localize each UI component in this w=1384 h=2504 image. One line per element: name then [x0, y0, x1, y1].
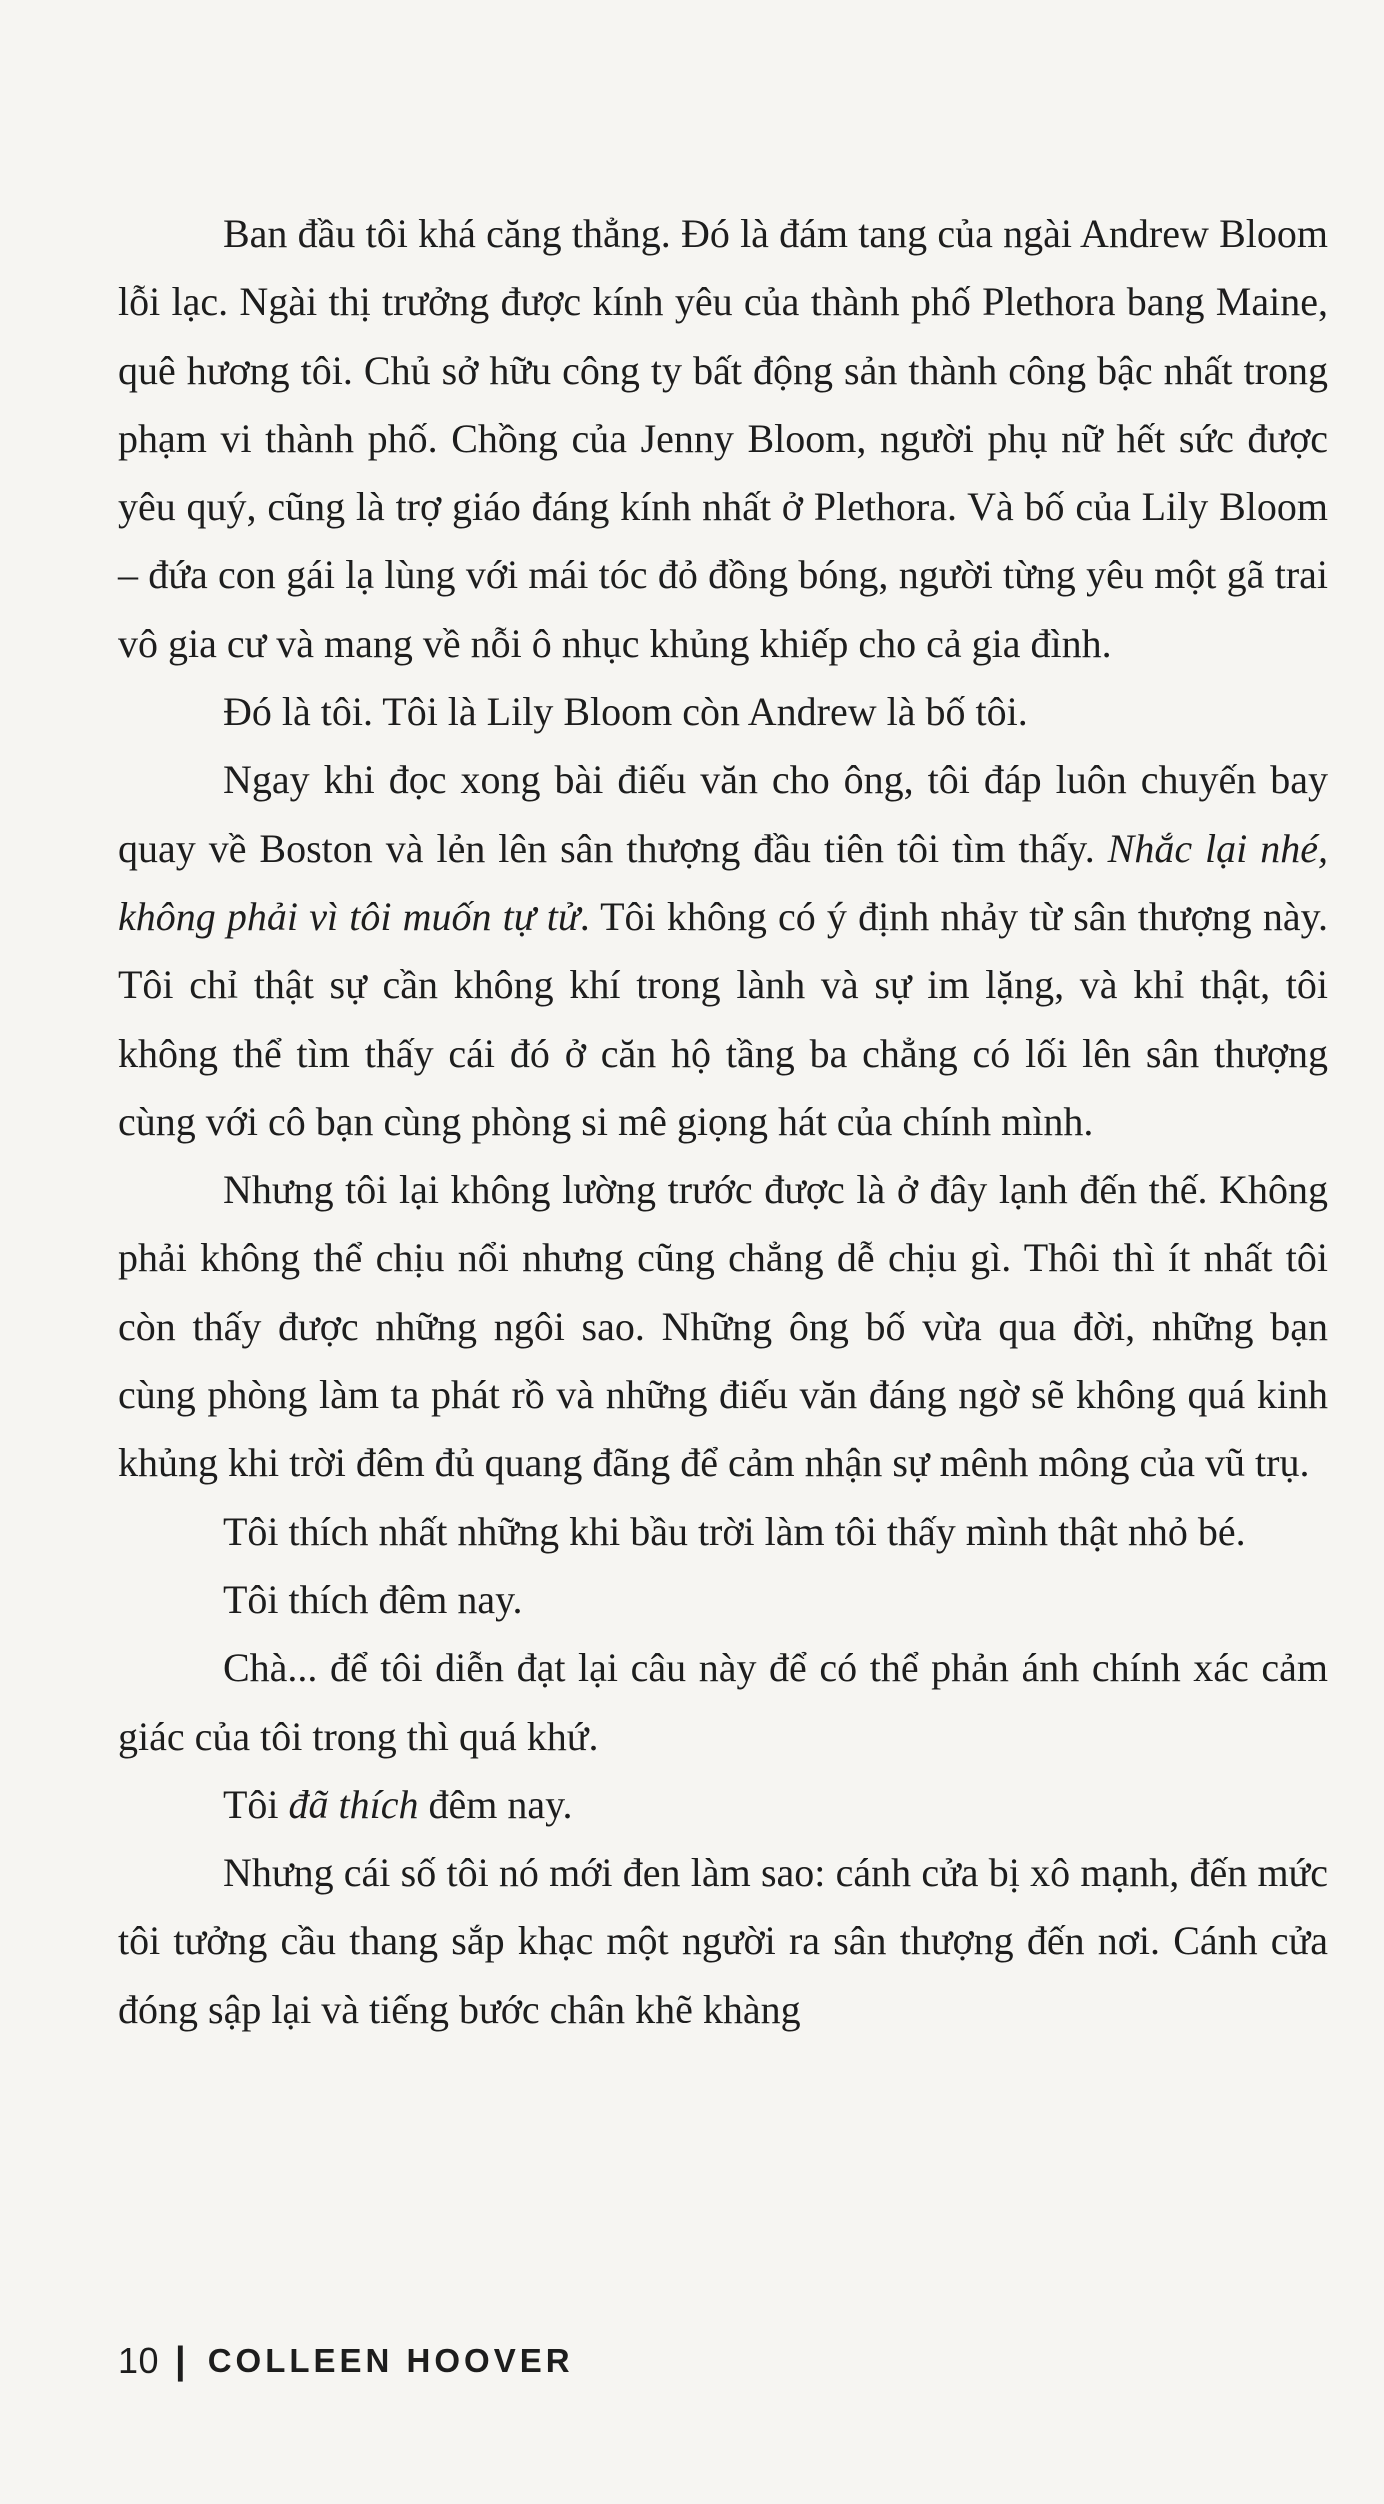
paragraph-7: Chà... để tôi diễn đạt lại câu này để có thể phản ánh chính xác cảm giác của tôi trong thì quá khứ.	[118, 1645, 1328, 1759]
paragraph-6: Tôi thích đêm nay.	[223, 1576, 523, 1622]
body-text	[118, 200, 1328, 2044]
paragraph-9: Nhưng cái số tôi nó mới đen làm sao: cánh cửa bị xô mạnh, đến mức tôi tưởng cầu thang sắp khạc một người ra sân thượng đến nơi. Cánh cửa đóng sập lại và tiếng bước chân khẽ khàng	[118, 1850, 1328, 2032]
paragraph-8	[118, 1771, 1328, 1839]
paragraph-3-text-b: . Tôi không có ý định nhảy từ sân thượng này. Tôi chỉ thật sự cần không khí trong lành và sự im lặng, và khỉ thật, tôi không thể tìm thấy cái đó ở căn hộ tầng ba chẳng có lối lên sân thượng cùng với cô bạn cùng phòng si mê giọng hát của chính mình.	[118, 893, 1328, 1144]
paragraph-8-italic: đã thích	[288, 1781, 419, 1827]
paragraph-1: Ban đầu tôi khá căng thẳng. Đó là đám tang của ngài Andrew Bloom lỗi lạc. Ngài thị trưởng được kính yêu của thành phố Plethora bang Maine, quê hương tôi. Chủ sở hữu công ty bất động sản thành công bậc nhất trong phạm vi thành phố. Chồng của Jenny Bloom, người phụ nữ hết sức được yêu quý, cũng là trợ giáo đáng kính nhất ở Plethora. Và bố của Lily Bloom – đứa con gái lạ lùng với mái tóc đỏ đồng bóng, người từng yêu một gã trai vô gia cư và mang về nỗi ô nhục khủng khiếp cho cả gia đình.	[118, 211, 1328, 666]
paragraph-4: Nhưng tôi lại không lường trước được là ở đây lạnh đến thế. Không phải không thể chịu nổi nhưng cũng chẳng dễ chịu gì. Thôi thì ít nhất tôi còn thấy được những ngôi sao. Những ông bố vừa qua đời, những bạn cùng phòng làm ta phát rồ và những điếu văn đáng ngờ sẽ không quá kinh khủng khi trời đêm đủ quang đãng để cảm nhận sự mênh mông của vũ trụ.	[118, 1167, 1328, 1486]
page-footer	[118, 2336, 574, 2386]
author-name: COLLEEN HOOVER	[207, 2342, 574, 2379]
paragraph-3	[118, 746, 1328, 1156]
paragraph-3-italic: Nhắc lại nhé, không phải vì tôi muốn tự tử	[118, 825, 1328, 939]
paragraph-3-text-a: Ngay khi đọc xong bài điếu văn cho ông, tôi đáp luôn chuyến bay quay về Boston và lẻn lên sân thượng đầu tiên tôi tìm thấy.	[118, 757, 1328, 871]
paragraph-5: Tôi thích nhất những khi bầu trời làm tôi thấy mình thật nhỏ bé.	[223, 1508, 1246, 1554]
page-number: 10	[118, 2340, 160, 2381]
paragraph-2: Đó là tôi. Tôi là Lily Bloom còn Andrew là bố tôi.	[223, 689, 1028, 735]
paragraph-8-text-b: đêm nay.	[418, 1781, 573, 1827]
paragraph-8-text-a: Tôi	[223, 1781, 289, 1827]
footer-separator: |	[175, 2339, 186, 2382]
